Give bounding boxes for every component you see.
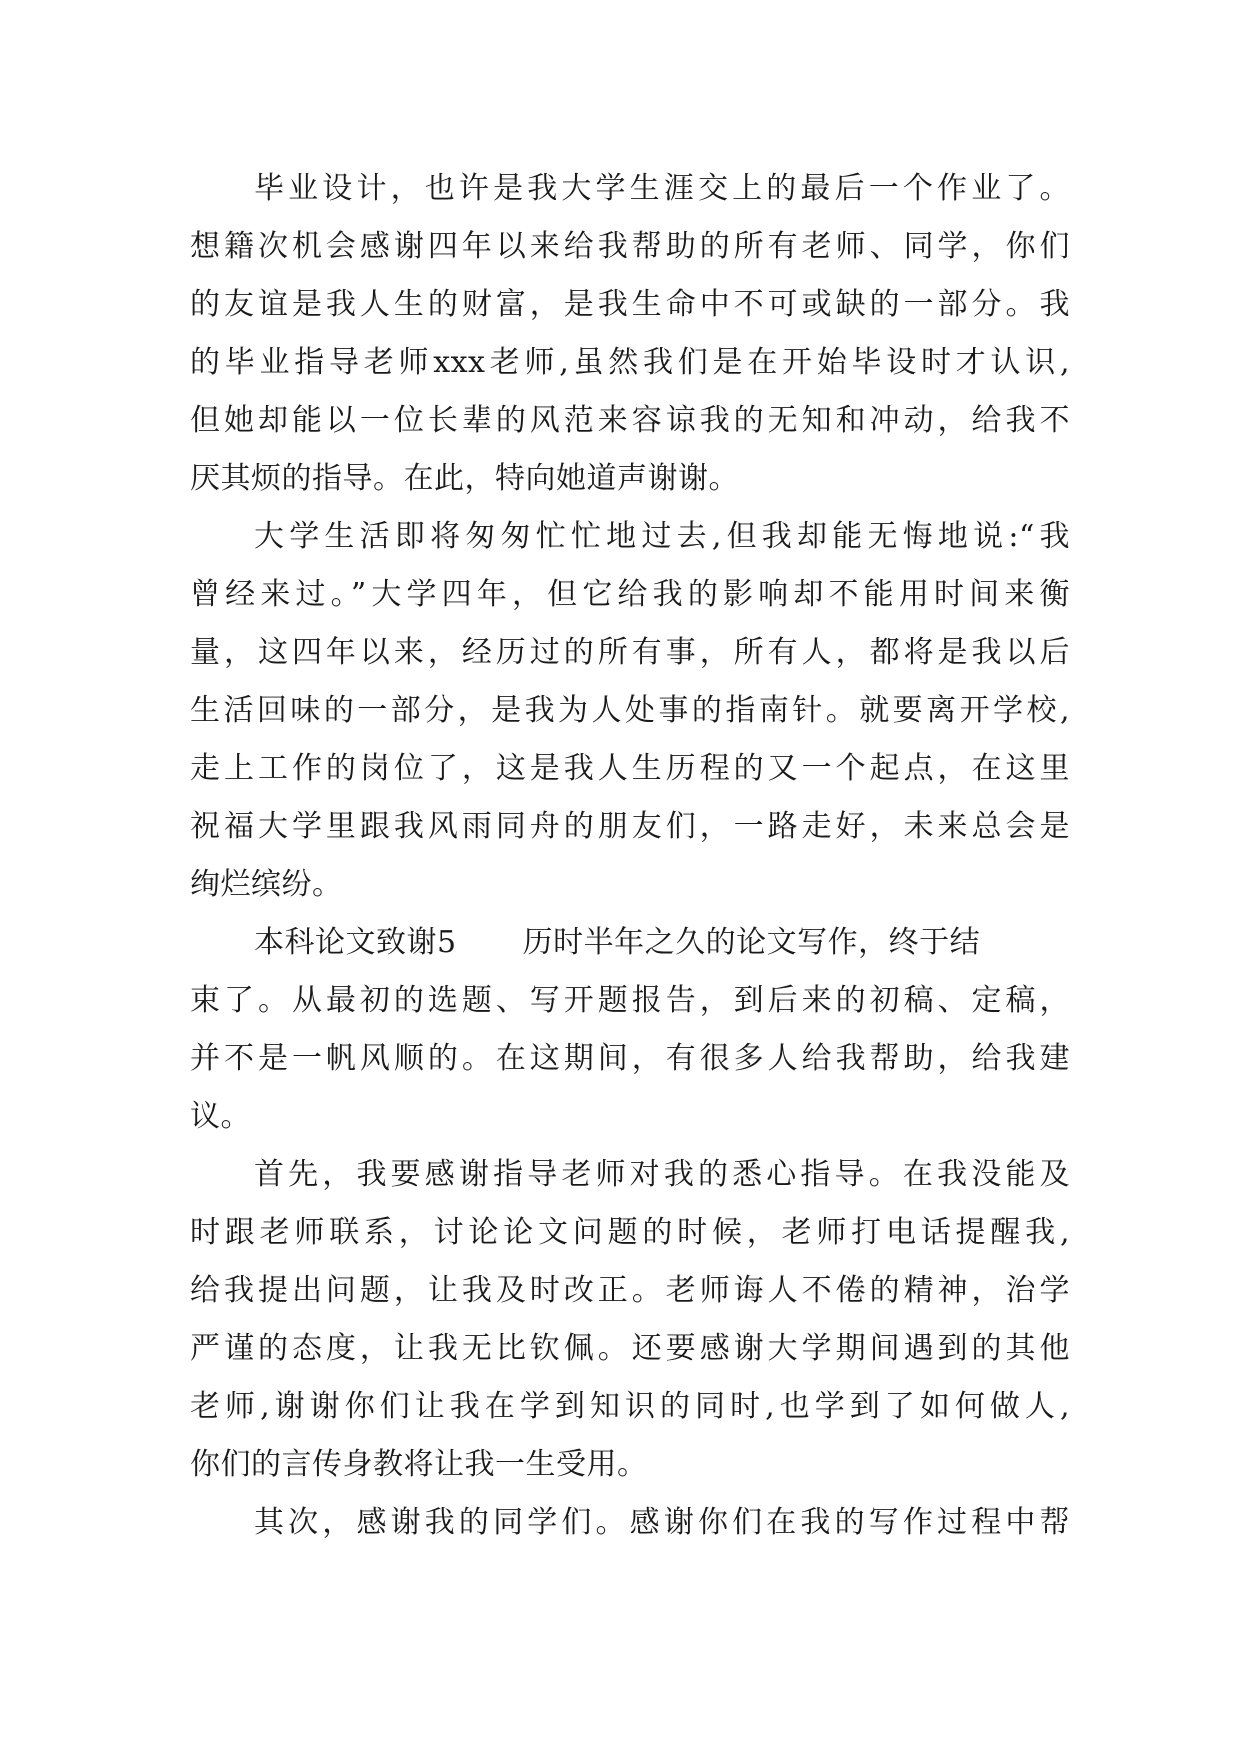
- paragraph-1-line-4: 的毕业指导老师xxx老师,虽然我们是在开始毕设时才认识,: [190, 345, 1070, 380]
- paragraph-4-line-5: 老师,谢谢你们让我在学到知识的同时,也学到了如何做人,: [190, 1389, 1070, 1424]
- paragraph-2-line-1: 大学生活即将匆匆忙忙地过去,但我却能无悔地说:“我: [254, 519, 1070, 554]
- paragraph-1-line-6: 厌其烦的指导。在此，特向她道声谢谢。: [190, 461, 739, 496]
- paragraph-3-line-1: 束了。从最初的选题、写开题报告，到后来的初稿、定稿，: [190, 983, 1070, 1018]
- paragraph-1-line-3: 的友谊是我人生的财富，是我生命中不可或缺的一部分。我: [190, 287, 1070, 322]
- paragraph-1-line-2: 想籍次机会感谢四年以来给我帮助的所有老师、同学，你们: [190, 229, 1070, 264]
- paragraph-2-line-6: 祝福大学里跟我风雨同舟的朋友们，一路走好，未来总会是: [190, 809, 1070, 844]
- paragraph-2-line-4: 生活回味的一部分，是我为人处事的指南针。就要离开学校,: [190, 693, 1070, 728]
- paragraph-3-line-2: 并不是一帆风顺的。在这期间，有很多人给我帮助，给我建: [190, 1041, 1070, 1076]
- paragraph-2-line-7: 绚烂缤纷。: [190, 867, 343, 902]
- paragraph-5-line-1: 其次，感谢我的同学们。感谢你们在我的写作过程中帮: [254, 1505, 1070, 1540]
- paragraph-1-line-5: 但她却能以一位长辈的风范来容谅我的无知和冲动，给我不: [190, 403, 1070, 438]
- paragraph-4-line-4: 严谨的态度，让我无比钦佩。还要感谢大学期间遇到的其他: [190, 1331, 1070, 1366]
- paragraph-2-line-3: 量，这四年以来，经历过的所有事，所有人，都将是我以后: [190, 635, 1070, 670]
- paragraph-2-line-2: 曾经来过。”大学四年，但它给我的影响却不能用时间来衡: [190, 577, 1070, 612]
- paragraph-2-line-5: 走上工作的岗位了，这是我人生历程的又一个起点，在这里: [190, 751, 1070, 786]
- paragraph-1-line-1: 毕业设计，也许是我大学生涯交上的最后一个作业了。: [254, 171, 1070, 206]
- paragraph-4-line-1: 首先，我要感谢指导老师对我的悉心指导。在我没能及: [254, 1157, 1070, 1192]
- paragraph-4-line-6: 你们的言传身教将让我一生受用。: [190, 1447, 648, 1482]
- section-heading: 本科论文致谢5: [254, 925, 457, 960]
- paragraph-4-line-3: 给我提出问题，让我及时改正。老师诲人不倦的精神，治学: [190, 1273, 1070, 1308]
- heading-line-text: 历时半年之久的论文写作，终于结: [522, 925, 981, 960]
- paragraph-3-heading-line: [190, 914, 1070, 972]
- paragraph-4-line-2: 时跟老师联系，讨论论文问题的时候，老师打电话提醒我,: [190, 1215, 1070, 1250]
- document-body: [190, 160, 1070, 1552]
- paragraph-3-line-3: 议。: [190, 1099, 251, 1134]
